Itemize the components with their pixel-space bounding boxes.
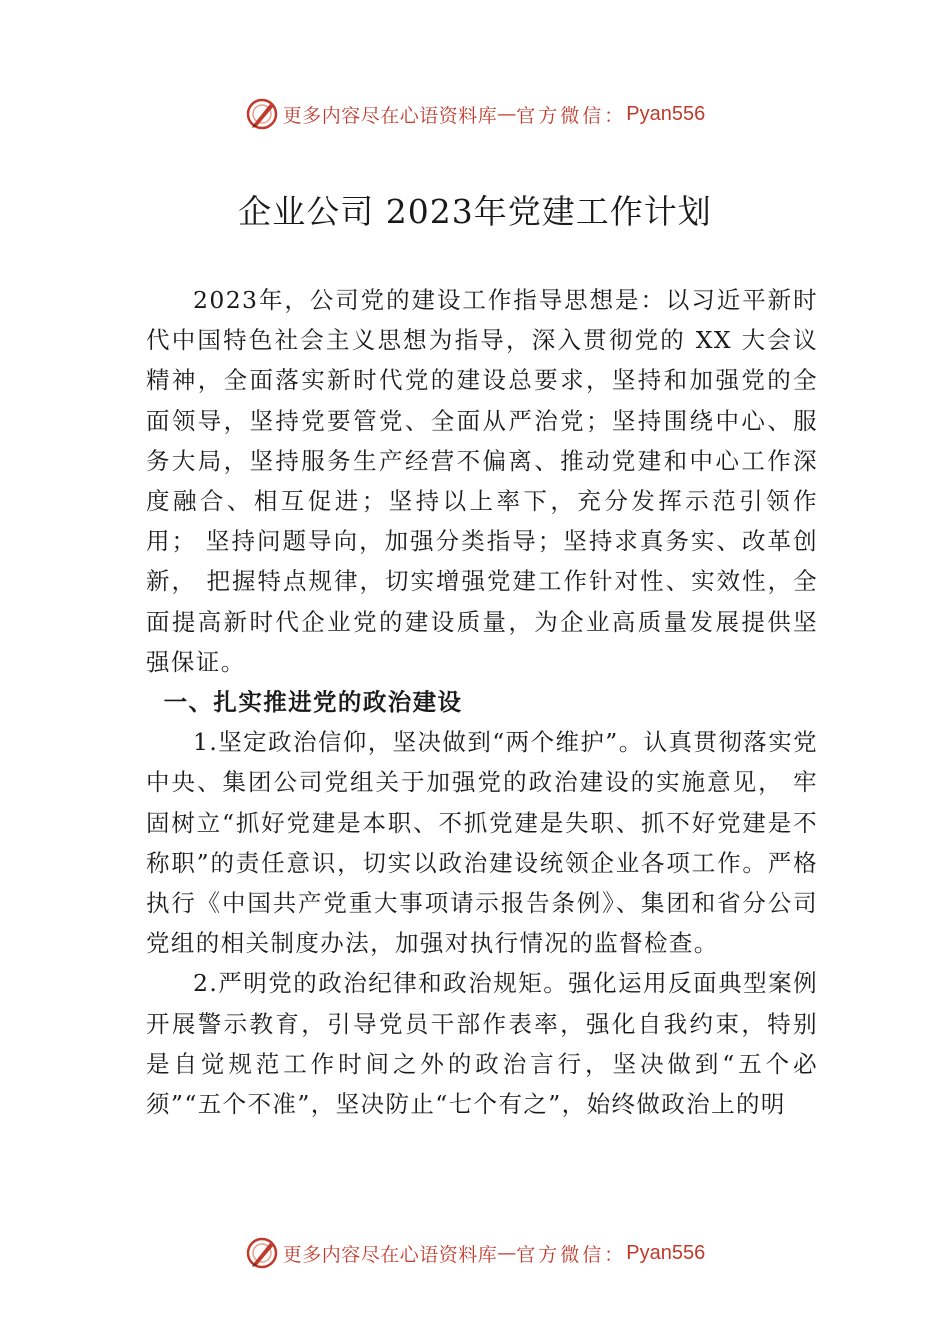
section-heading: 一、扎实推进党的政治建设 [163, 688, 463, 717]
footer-banner [0, 1233, 950, 1273]
banner-dash: — [497, 103, 517, 125]
banner-text: 更多内容尽在心语资料库 [282, 1243, 498, 1266]
section-paragraph-2: 2.严明党的政治纪律和政治规矩。强化运用反面典型案例开展警示教育，引导党员干部作表率，强化自我约束，特别是自觉规范工作时间之外的政治言行，坚决做到“五个必须”“五个不准”，坚决防止“七个有之”，始终做政治上的明 [146, 969, 818, 1119]
header-banner [0, 94, 950, 134]
intro-paragraph: 2023年，公司党的建设工作指导思想是：以习近平新时代中国特色社会主义思想为指导，深入贯彻党的 XX 大会议精神，全面落实新时代党的建设总要求，坚持和加强党的全面领导，坚持党要管党、全面从严治党；坚持围绕中心、服务大局，坚持服务生产经营不偏离、推动党建和中心工作深度融合、相互促进；坚持以上率下，充分发挥示范引领作用； 坚持问题导向，加强分类指导；坚持求真务实、改革创新， 把握特点规律，切实增强党建工作针对性、实效性，全面提高新时代企业党的建设质量，为企业高质量发展提供坚强保证。 [146, 286, 818, 676]
banner-wechat-id: Pyan556 [626, 1241, 706, 1264]
pen-logo-icon [245, 1236, 279, 1270]
pen-logo-icon [245, 97, 279, 131]
banner-dash: — [497, 1242, 517, 1264]
section-paragraph-1: 1.坚定政治信仰，坚决做到“两个维护”。认真贯彻落实党中央、集团公司党组关于加强党的政治建设的实施意见， 牢固树立“抓好党建是本职、不抓党建是失职、抓不好党建是不称职”的责任意识，切实以政治建设统领企业各项工作。严格执行《中国共产党重大事项请示报告条例》、集团和省分公司党组的相关制度办法，加强对执行情况的监督检查。 [146, 728, 818, 958]
banner-wechat-label: 官方微信： [516, 1243, 627, 1266]
banner-wechat-id: Pyan556 [626, 102, 706, 125]
document-body [146, 280, 818, 1124]
banner-wechat-label: 官方微信： [516, 104, 627, 127]
document-title: 企业公司 2023年党建工作计划 [238, 192, 712, 231]
banner-text: 更多内容尽在心语资料库 [282, 104, 498, 127]
